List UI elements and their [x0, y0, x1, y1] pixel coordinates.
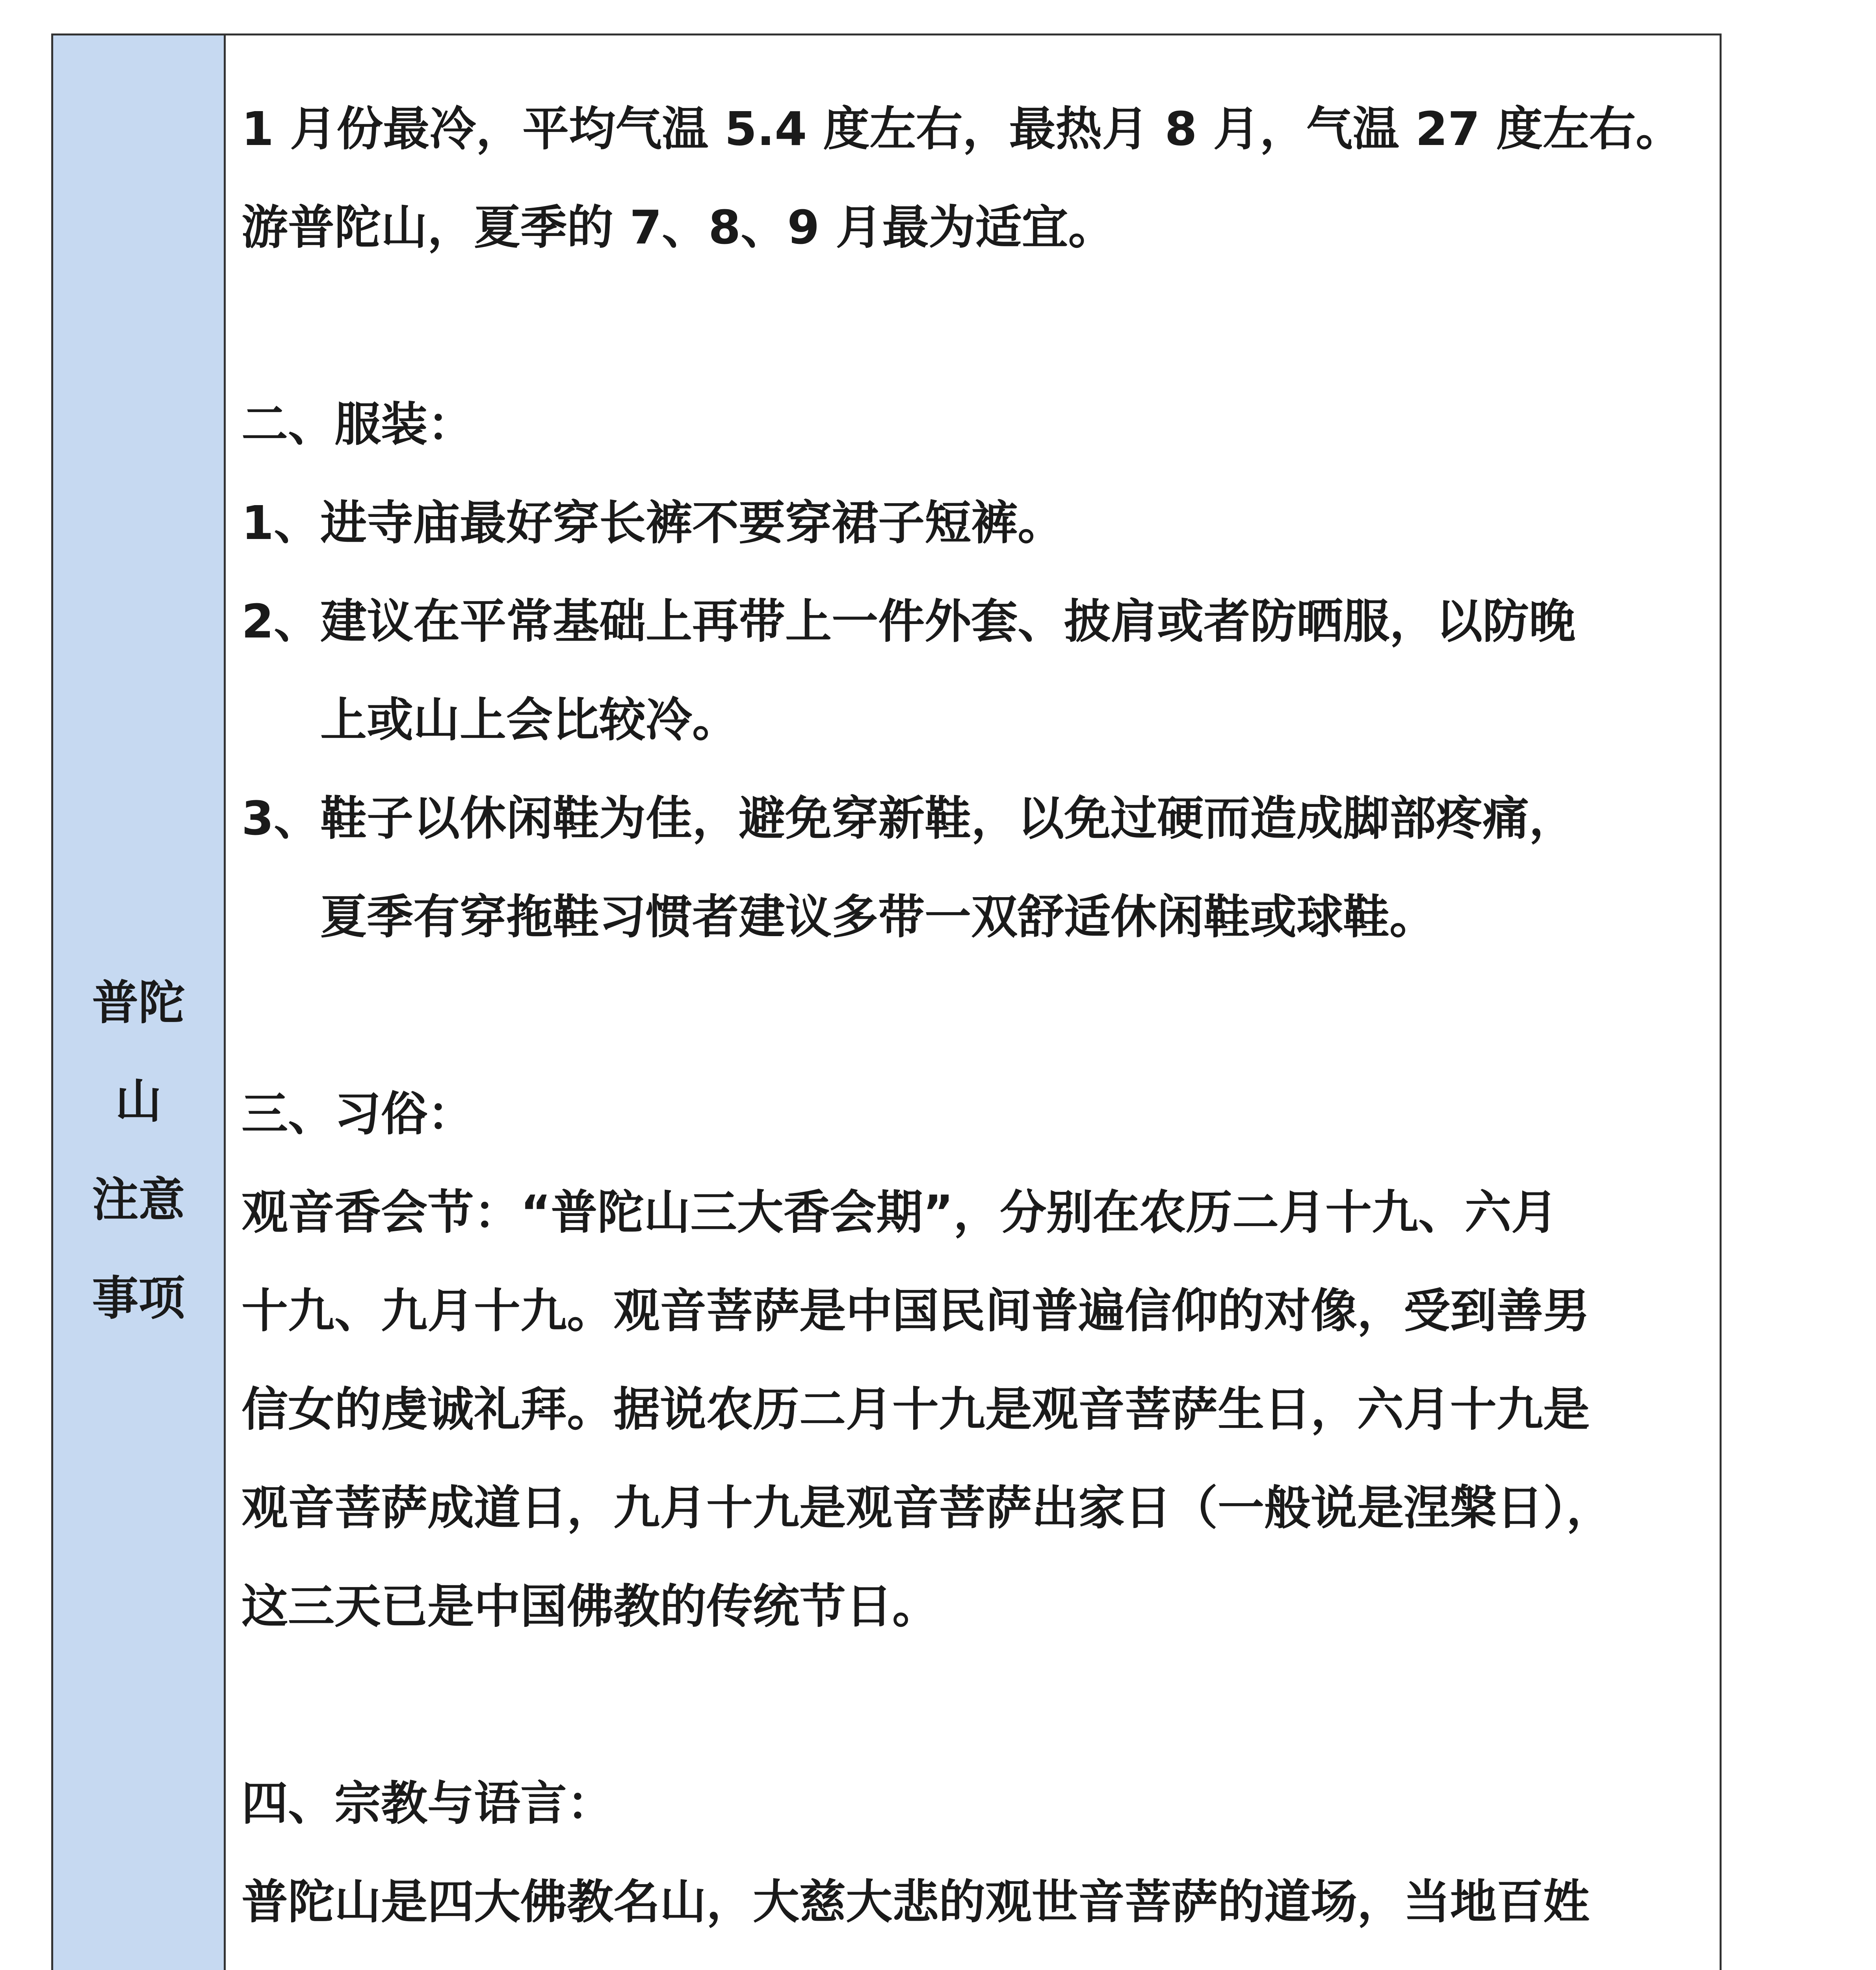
- content-cell: [226, 35, 1720, 1970]
- side-header-label: [53, 953, 224, 1347]
- side-label-line: 普陀: [92, 976, 185, 1030]
- clothing-item: 3、鞋子以休闲鞋为佳，避免穿新鞋，以免过硬而造成脚部疼痛，: [241, 791, 1576, 846]
- customs-paragraph-line: 这三天已是中国佛教的传统节日。: [241, 1579, 939, 1634]
- clothing-item: 2、建议在平常基础上再带上一件外套、披肩或者防晒服，以防晚: [241, 594, 1576, 649]
- religion-paragraph-line: [241, 1951, 1712, 1970]
- section-heading-customs: 三、习俗：: [241, 1087, 474, 1141]
- content-body: [241, 80, 1712, 1970]
- clothing-item-continued: 夏季有穿拖鞋习惯者建议多带一双舒适休闲鞋或球鞋。: [320, 890, 1436, 944]
- customs-paragraph-line: 观音香会节：“普陀山三大香会期”，分别在农历二月十九、六月: [241, 1185, 1558, 1240]
- climate-line: 游普陀山，夏季的 7、8、9 月最为适宜。: [241, 200, 1115, 255]
- customs-paragraph-line: 十九、九月十九。观音菩萨是中国民间普遍信仰的对像，受到善男: [241, 1284, 1590, 1338]
- clothing-item-continued: 上或山上会比较冷。: [320, 693, 739, 747]
- side-label-line: 注意: [92, 1173, 185, 1227]
- section-heading-clothing: 二、服装：: [241, 397, 474, 452]
- customs-paragraph-line: 观音菩萨成道日，九月十九是观音菩萨出家日（一般说是涅槃日），: [241, 1481, 1613, 1535]
- customs-paragraph-line: 信女的虔诚礼拜。据说农历二月十九是观音菩萨生日，六月十九是: [241, 1382, 1590, 1437]
- clothing-item: 1、进寺庙最好穿长裤不要穿裙子短裤。: [241, 496, 1064, 550]
- side-label-line: 事项: [92, 1271, 185, 1325]
- religion-paragraph-line: 普陀山是四大佛教名山，大慈大悲的观世音菩萨的道场，当地百姓: [241, 1875, 1590, 1929]
- side-header-cell: [53, 35, 226, 1970]
- side-label-line: 山: [115, 1074, 162, 1128]
- climate-line: 1 月份最冷，平均气温 5.4 度左右，最热月 8 月，气温 27 度左右。: [241, 102, 1683, 156]
- info-table: [51, 33, 1722, 1970]
- section-heading-religion: 四、宗教与语言：: [241, 1776, 614, 1831]
